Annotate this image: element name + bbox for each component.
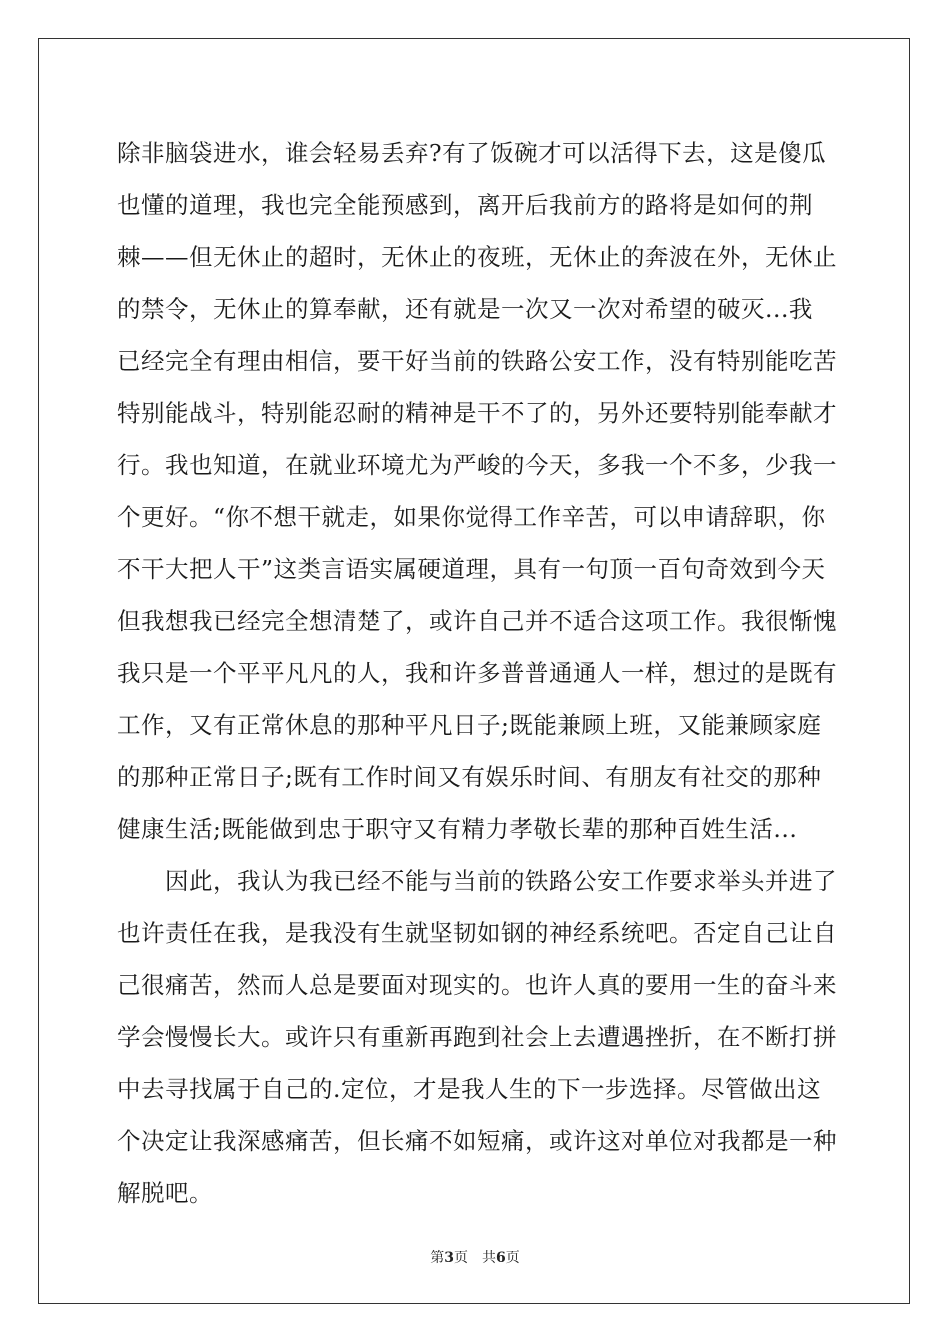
text-line: 的禁令，无休止的算奉献，还有就是一次又一次对希望的破灭...我 bbox=[117, 295, 813, 323]
footer-total-prefix: 共 bbox=[482, 1250, 496, 1266]
text-line: 不干大把人干”这类言语实属硬道理，具有一句顶一百句奇效到今天 bbox=[117, 555, 826, 583]
text-line: 中去寻找属于自己的.定位，才是我人生的下一步选择。尽管做出这 bbox=[117, 1075, 821, 1103]
text-line: 也懂的道理，我也完全能预感到，离开后我前方的路将是如何的荆 bbox=[117, 191, 813, 219]
footer-page-number: 3 bbox=[444, 1250, 454, 1266]
text-line: 工作，又有正常休息的那种平凡日子;既能兼顾上班，又能兼顾家庭 bbox=[117, 711, 822, 739]
text-line: 已经完全有理由相信，要干好当前的铁路公安工作，没有特别能吃苦 bbox=[117, 347, 837, 375]
text-line: 棘——但无休止的超时，无休止的夜班，无休止的奔波在外，无休止 bbox=[117, 243, 837, 271]
text-line: 我只是一个平平凡凡的人，我和许多普普通通人一样，想过的是既有 bbox=[117, 659, 837, 687]
text-line: 学会慢慢长大。或许只有重新再跑到社会上去遭遇挫折，在不断打拼 bbox=[117, 1023, 837, 1051]
document-body bbox=[117, 127, 837, 1219]
text-line: 解脱吧。 bbox=[117, 1179, 213, 1207]
footer-page-prefix: 第 bbox=[430, 1250, 445, 1266]
text-line: 特别能战斗，特别能忍耐的精神是干不了的，另外还要特别能奉献才 bbox=[117, 399, 837, 427]
text-line: 个更好。“你不想干就走，如果你觉得工作辛苦，可以申请辞职，你 bbox=[117, 503, 826, 531]
text-line: 因此，我认为我已经不能与当前的铁路公安工作要求举头并进了 bbox=[165, 867, 837, 895]
text-line: 除非脑袋进水，谁会轻易丢弃?有了饭碗才可以活得下去，这是傻瓜 bbox=[117, 139, 827, 167]
text-line: 个决定让我深感痛苦，但长痛不如短痛，或许这对单位对我都是一种 bbox=[117, 1127, 837, 1155]
text-line: 的那种正常日子;既有工作时间又有娱乐时间、有朋友有社交的那种 bbox=[117, 763, 822, 791]
footer-total-suffix: 页 bbox=[505, 1250, 520, 1266]
text-line: 己很痛苦，然而人总是要面对现实的。也许人真的要用一生的奋斗来 bbox=[117, 971, 837, 999]
text-line: 健康生活;既能做到忠于职守又有精力孝敬长辈的那种百姓生活... bbox=[117, 815, 798, 843]
text-line: 但我想我已经完全想清楚了，或许自己并不适合这项工作。我很惭愧 bbox=[117, 607, 837, 635]
text-line: 行。我也知道，在就业环境尤为严峻的今天，多我一个不多，少我一 bbox=[117, 451, 837, 479]
footer-total-pages: 6 bbox=[496, 1250, 506, 1266]
page-footer bbox=[0, 1247, 950, 1267]
footer-page-suffix: 页 bbox=[454, 1250, 468, 1266]
text-line: 也许责任在我，是我没有生就坚韧如钢的神经系统吧。否定自己让自 bbox=[117, 919, 837, 947]
